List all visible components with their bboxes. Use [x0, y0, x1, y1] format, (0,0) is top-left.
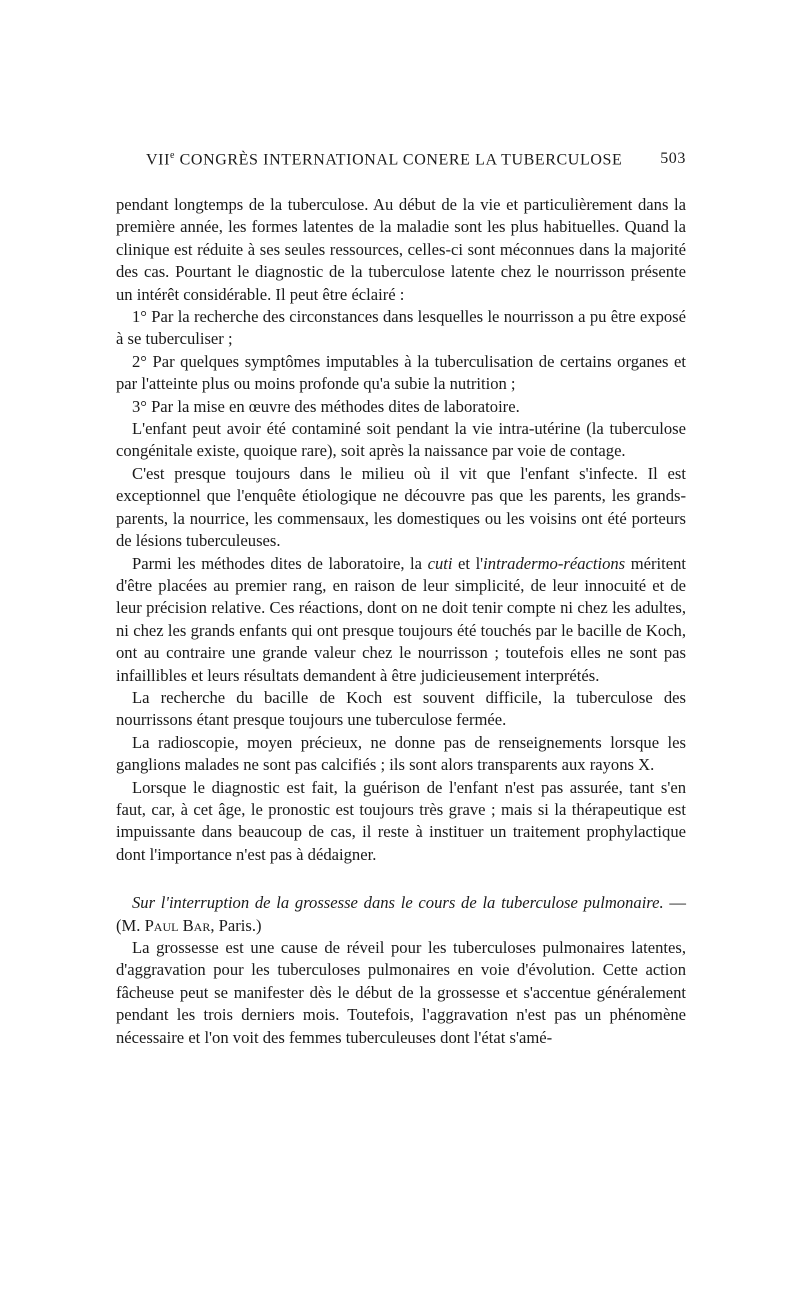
- paragraph: 3° Par la mise en œuvre des méthodes dites de laboratoire.: [132, 396, 520, 416]
- paragraph: 1° Par la recherche des circonstances dans lesquelles le nourrisson a pu être exposé à se tuberculiser ;: [116, 307, 686, 349]
- running-head-title: VIIe CONGRÈS INTERNATIONAL CONERE LA TUBERCULOSE: [146, 150, 623, 169]
- section-gap: [116, 866, 686, 892]
- section-title: Sur l'interruption de la grossesse dans le cours de la tuberculose pulmonaire.: [132, 893, 664, 913]
- page-number: 503: [660, 150, 686, 167]
- section-heading: Sur l'interruption de la grossesse dans le cours de la tuberculose pulmonaire. — (M. Paul Bar, Paris.): [116, 893, 686, 935]
- paragraph: L'enfant peut avoir été contaminé soit pendant la vie intra-utérine (la tuberculose congénitale existe, quoique rare), soit après la naissance par voie de contage.: [116, 419, 686, 461]
- paragraph-cuti: Parmi les méthodes dites de laboratoire, la cuti et l'intradermo-réactions méritent d'être placées au premier rang, en raison de leur simplicité, de leur innocuité et de leur précision relative. Ces réactions, dont on ne doit tenir compte ni chez les adultes, ni chez les grands enfants qui ont presque toujours été touchés par le bacille de Koch, ont au contraire une grande valeur chez le nourrisson ; toutefois elles ne sont pas infaillibles et leurs résultats demandent à être judicieusement interprétés.: [116, 553, 686, 685]
- paragraph: La grossesse est une cause de réveil pour les tuberculoses pulmonaires latentes, d'aggravation pour les tuberculoses pulmonaires en voie d'évolution. Cette action fâcheuse peut se manifester dès le début de la grossesse et s'accentue généralement pendant les trois derniers mois. Toutefois, l'aggravation n'est pas un phénomène nécessaire et l'on voit des femmes tuberculeuses dont l'état s'amé-: [116, 938, 686, 1047]
- body-text: [116, 194, 686, 1049]
- paragraph: Lorsque le diagnostic est fait, la guérison de l'enfant n'est pas assurée, tant s'en faut, car, à cet âge, le pronostic est toujours très grave ; mais si la thérapeutique est impuissante dans beaucoup de cas, il reste à instituer un traitement prophylactique dont l'importance n'est pas à dédaigner.: [116, 777, 686, 864]
- paragraph: La recherche du bacille de Koch est souvent difficile, la tuberculose des nourrissons étant presque toujours une tuberculose fermée.: [116, 687, 686, 730]
- paragraph: La radioscopie, moyen précieux, ne donne pas de renseignements lorsque les ganglions malades ne sont pas calcifiés ; ils sont alors transparents aux rayons X.: [116, 732, 686, 775]
- cuti-term: cuti: [427, 553, 453, 573]
- author-name: Paul Bar: [144, 915, 211, 935]
- paragraph: C'est presque toujours dans le milieu où il vit que l'enfant s'infecte. Il est exceptionnel que l'enquête étiologique ne découvre pas que les parents, les grands-parents, la nourrice, les commensaux, les domestiques ou les voisins ont été porteurs de lésions tuberculeuses.: [116, 463, 686, 551]
- paragraph: 2° Par quelques symptômes imputables à la tuberculisation de certains organes et par l'atteinte plus ou moins profonde qu'a subie la nutrition ;: [116, 351, 686, 394]
- paragraph: pendant longtemps de la tuberculose. Au début de la vie et particulièrement dans la première année, les formes latentes de la maladie sont les plus habituelles. Quand la clinique est réduite à ses seules ressources, celles-ci sont méconnues dans la majorité des cas. Pourtant le diagnostic de la tuberculose latente chez le nourrisson présente un intérêt considérable. Il peut être éclairé :: [116, 195, 686, 304]
- page: [116, 150, 686, 1049]
- running-head: [116, 150, 686, 176]
- intradermo-term: intradermo-réactions: [483, 553, 626, 573]
